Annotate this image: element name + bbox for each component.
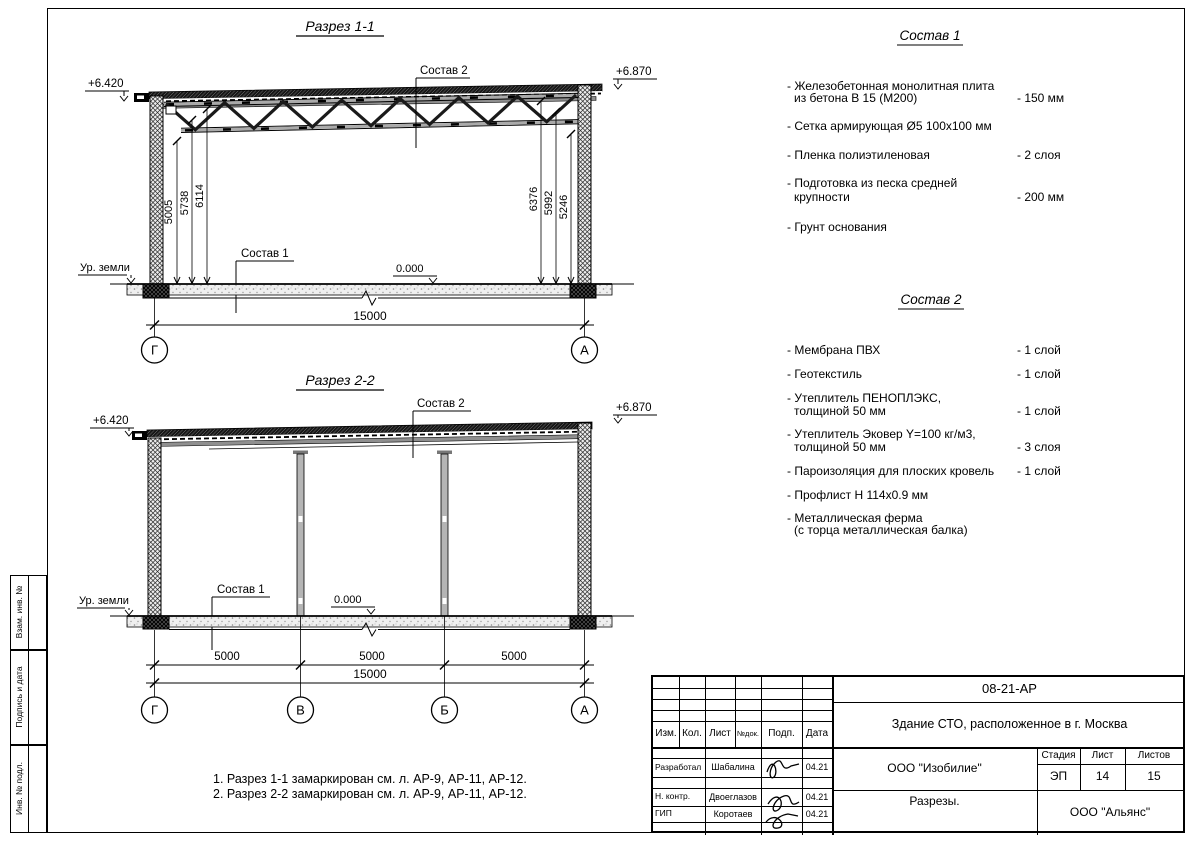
footing: [143, 616, 169, 629]
axis-label: В: [296, 702, 305, 718]
footing: [143, 284, 169, 298]
footing: [570, 284, 596, 298]
elevation-arrow-icon: [367, 609, 375, 614]
dim-label: 5246: [558, 194, 570, 220]
dim-label: 5005: [163, 199, 175, 225]
column-axis-g: [148, 438, 161, 616]
col-kol: Кол.: [682, 728, 702, 740]
list-item: - Металлическая ферма: [787, 511, 923, 525]
list-item: - Подготовка из песка средней: [787, 176, 958, 190]
svg-text:+6.870: +6.870: [616, 66, 652, 78]
axis-markers: [142, 697, 598, 723]
list-item: толщиной 50 мм: [794, 404, 886, 418]
svg-text:+6.870: +6.870: [616, 402, 652, 414]
elevation-arrow-icon: [125, 431, 133, 436]
column-axis-b: [437, 451, 452, 617]
column-axis-g: [150, 96, 163, 284]
leader-sostav2: [416, 65, 470, 148]
section1-title: Разрез 1-1: [305, 18, 375, 34]
span-dimensions: [146, 616, 594, 697]
elevation-arrow-icon: [127, 278, 135, 283]
axis-label: А: [580, 342, 589, 358]
sheet-number: 14: [1095, 769, 1110, 784]
notes: [213, 772, 527, 801]
elevation-arrow-icon: [429, 278, 437, 283]
list-item: - Профлист Н 114х0.9 мм: [787, 488, 929, 502]
dim-label: 15000: [353, 667, 387, 681]
elevation-mark-right: [613, 66, 657, 89]
svg-text:Ур. земли: Ур. земли: [79, 595, 129, 607]
person-name: Двоеглазов: [709, 791, 757, 802]
elevation-mark-left: [85, 78, 129, 101]
leader-sostav1: [236, 248, 294, 313]
designer-org: ООО "Изобилие": [887, 760, 982, 775]
list-item: - Пленка полиэтиленовая: [787, 148, 930, 162]
axis-label: Г: [150, 342, 159, 358]
axis-markers: [142, 337, 598, 363]
section-1-1: [78, 18, 657, 363]
elevation-mark-left: [90, 415, 134, 436]
sheet-title: Разрезы.: [909, 794, 960, 808]
sostav2-heading: Состав 2: [900, 292, 962, 307]
ground-level-mark: [77, 595, 133, 615]
list-item: - Сетка армирующая Ø5 100х100 мм: [787, 119, 992, 133]
title-block: [651, 675, 1185, 833]
list-item: из бетона В 15 (М200): [794, 91, 918, 105]
list-value: - 2 слоя: [1017, 148, 1061, 162]
sidebar-label: Инв. № подл.: [14, 762, 24, 815]
roof-slab: [132, 422, 592, 449]
list-value: - 150 мм: [1017, 91, 1065, 105]
svg-text:Состав 1: Состав 1: [241, 248, 289, 260]
date: 04.21: [805, 791, 829, 802]
signature-icon: [767, 761, 799, 778]
list-value: - 1 слой: [1017, 367, 1061, 381]
col-list: Лист: [709, 728, 731, 740]
svg-text:+6.420: +6.420: [93, 415, 129, 427]
signature-icon: [766, 814, 798, 828]
floor-slab: [110, 616, 634, 636]
list-item: - Утеплитель Эковер Y=100 кг/м3,: [787, 427, 976, 441]
sidebar-label: Подпись и дата: [14, 666, 24, 728]
truss-end-detail: [166, 106, 176, 114]
total-dimension: [146, 298, 594, 337]
list-item: - Железобетонная монолитная плита: [787, 79, 995, 93]
date: 04.21: [805, 808, 829, 819]
svg-text:Состав 2: Состав 2: [417, 398, 465, 410]
dim-label: 5992: [543, 190, 555, 216]
floor-slab: [110, 284, 634, 305]
note-line: 2. Разрез 2-2 замаркирован см. л. АР-9, АР-11, АР-12.: [213, 787, 527, 801]
svg-text:0.000: 0.000: [396, 263, 424, 275]
svg-text:Состав 1: Состав 1: [217, 584, 265, 596]
dim-label: 6376: [528, 186, 540, 212]
list-item: - Мембрана ПВХ: [787, 343, 881, 357]
footing: [570, 616, 596, 629]
sheet-label: Лист: [1091, 749, 1114, 761]
role: ГИП: [655, 808, 672, 819]
role: Разработал: [655, 761, 702, 772]
list-item: толщиной 50 мм: [794, 440, 886, 454]
col-ndok: №док.: [737, 728, 759, 738]
sheets-label: Листов: [1137, 749, 1171, 761]
signature-icon: [768, 796, 799, 811]
doc-code: 08-21-АР: [982, 681, 1037, 697]
svg-text:+6.420: +6.420: [88, 78, 124, 90]
stage-value: ЭП: [1049, 769, 1068, 784]
svg-text:0.000: 0.000: [334, 594, 362, 606]
axis-label: Г: [150, 702, 159, 718]
list-item: - Утеплитель ПЕНОПЛЭКС,: [787, 391, 942, 405]
list-item: - Геотекстиль: [787, 367, 862, 381]
ground-level-mark: [78, 262, 135, 283]
list-value: - 1 слой: [1017, 343, 1061, 357]
list-value: - 3 слоя: [1017, 440, 1061, 454]
section-2-2: [77, 372, 657, 723]
col-data: Дата: [805, 728, 829, 740]
col-podp: Подп.: [768, 728, 795, 740]
elevation-arrow-icon: [125, 610, 133, 615]
list-value: - 200 мм: [1017, 190, 1065, 204]
person-name: Коротаев: [713, 808, 753, 819]
date: 04.21: [805, 762, 829, 773]
zero-level-mark: [393, 263, 437, 283]
project-name: Здание СТО, расположенное в г. Москва: [891, 717, 1128, 732]
sostav1-list: [787, 28, 1064, 234]
contractor-org: ООО "Альянс": [1069, 804, 1151, 819]
svg-text:Состав 2: Состав 2: [420, 65, 468, 77]
note-line: 1. Разрез 1-1 замаркирован см. л. АР-9, АР-11, АР-12.: [213, 772, 527, 786]
zero-level-mark: [331, 594, 375, 614]
person-name: Шабалина: [711, 762, 755, 773]
dim-label: 5000: [359, 651, 385, 663]
elevation-arrow-icon: [120, 96, 128, 101]
sidebar-label: Взам. инв. №: [14, 585, 24, 639]
list-item: - Пароизоляция для плоских кровель: [787, 464, 995, 478]
list-item: - Грунт основания: [787, 220, 887, 234]
sostav1-heading: Состав 1: [899, 28, 961, 43]
list-item: (с торца металлическая балка): [794, 523, 968, 537]
svg-text:Ур. земли: Ур. земли: [80, 262, 130, 274]
dim-label: 6114: [194, 184, 206, 208]
dim-label: 5738: [179, 190, 191, 216]
sostav2-list: [787, 292, 1061, 537]
dim-label: 5000: [214, 651, 240, 663]
dim-label: 5000: [501, 651, 527, 663]
list-value: - 1 слой: [1017, 464, 1061, 478]
signatures: [761, 750, 802, 832]
column-axis-v: [293, 451, 308, 617]
column-axis-a: [578, 423, 591, 616]
elevation-arrow-icon: [614, 418, 622, 423]
axis-label: А: [580, 702, 589, 718]
column-axis-a: [578, 85, 591, 284]
list-value: - 1 слой: [1017, 404, 1061, 418]
section2-title: Разрез 2-2: [305, 372, 375, 388]
axis-label: Б: [440, 702, 449, 718]
stage-label: Стадия: [1041, 749, 1076, 761]
elevation-arrow-icon: [614, 84, 622, 89]
col-izm: Изм.: [655, 728, 677, 740]
sheets-total: 15: [1147, 769, 1161, 784]
role: Н. контр.: [655, 791, 691, 802]
elevation-mark-right: [613, 402, 657, 423]
dim-label: 15000: [353, 309, 387, 323]
list-item: крупности: [794, 190, 850, 204]
